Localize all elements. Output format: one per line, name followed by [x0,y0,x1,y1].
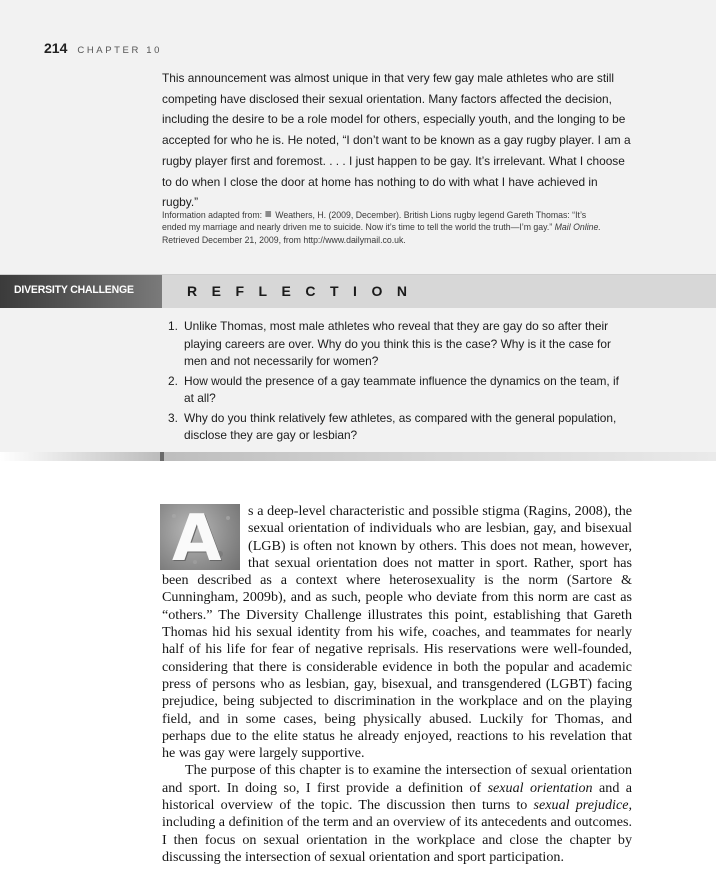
paragraph-2-part-c: including a definition of the term and an overview of its antecedents and outcomes. I then focus on sexual orientation in the workplace and close the chapter by discussing the intersection of sexual orientation and sport participation. [162,814,632,865]
question-text: Unlike Thomas, most male athletes who reveal that they are gay do so after their playing careers are over. Why do you think this is the case? Why is it the case for men and not necessarily for women? [184,319,611,368]
credit-prefix: Information adapted from: [162,210,263,220]
divider-accent [160,452,164,461]
body-paragraph-1-text: s a deep-level characteristic and possible stigma (Ragins, 2008), the sexual orientation of individuals who are lesbian, gay, and bisexual (LGB) is often not known by others. This does not mean, however, that sexual orientation does not matter in sport. Rather, sport has been described as a context where heterosexuality is the norm (Sartore & Cunningham, 2009b), and as such, people who deviate from this norm are cast as “others.” The Diversity Challenge illustrates this point, establishing that Gareth Thomas hid his sexual identity from his wife, coaches, and teammates for nearly half of his life for fear of negative reprisals. His reservations were well-founded, considering that there is considerable evidence in both the popular and academic press of persons who as lesbian, gay, bisexual, and transgendered (LGBT) facing prejudice, being subjected to discrimination in the workplace and on the playing field, and in some cases, being physically abused. Luckily for Thomas, and perhaps due to the elite status he already enjoyed, reactions to his revelation that he was gay were largely supportive. [162,503,632,762]
question-item [162,373,632,408]
diversity-challenge-bar [0,274,716,309]
paragraph-2-part-b: and a historical overview of the topic. The discussion then turns to [162,779,633,814]
body-paragraph-1 [162,503,632,762]
credit-source: Mail Online. [554,222,601,233]
chapter-label: CHAPTER 10 [77,45,162,56]
term-sexual-orientation: sexual orientation [487,779,593,796]
feature-box-text [162,68,632,213]
drop-cap [160,502,240,576]
question-item [162,318,632,371]
reflection-questions [162,318,632,447]
square-bullet-icon [266,211,272,217]
running-header [44,40,162,58]
question-item [162,410,632,445]
source-credit [162,209,604,246]
question-number: 2. [168,373,178,388]
page-number: 214 [44,40,68,56]
question-number: 3. [168,410,178,425]
feature-paragraph: This announcement was almost unique in that very few gay male athletes who are still competing have disclosed their sexual orientation. Many factors affected the decision, including the desire to be a role model for others, especially youth, and the longing to be accepted for who he is. He noted, “I don’t want to be known as a gay rugby player. I am a rugby player first and foremost. . . . I just happen to be gay. It’s irrelevant. What I choose to do when I close the door at home has nothing to do with what I have achieved in rugby.” [162,71,631,210]
credit-retrieved: Retrieved December 21, 2009, from http://www.dailymail.co.uk. [162,234,406,245]
paragraph-2-part-a: The purpose of this chapter is to examine the intersection of sexual orientation and sport. In doing so, I first provide a definition of [162,762,632,796]
credit-citation: Weathers, H. (2009, December). British Lions rugby legend Gareth Thomas: “It’s ended my marriage and nearly driven me to suicide. Now it’s time to tell the world the truth—I’m gay.” [162,210,587,233]
diversity-challenge-label: DIVERSITY CHALLENGE [14,284,134,296]
term-sexual-prejudice: sexual prejudice, [533,797,632,814]
question-text: Why do you think relatively few athletes, as compared with the general population, disclose they are gay or lesbian? [184,410,617,442]
question-number: 1. [168,319,178,333]
reflection-heading: REFLECTION [187,283,422,299]
chapter-body [162,503,632,866]
drop-cap-letter: A [172,502,222,576]
question-text: How would the presence of a gay teammate influence the dynamics on the team, if at all? [184,373,619,405]
body-paragraph-2 [162,762,632,866]
section-divider [0,452,716,461]
diversity-challenge-tab [0,275,162,308]
